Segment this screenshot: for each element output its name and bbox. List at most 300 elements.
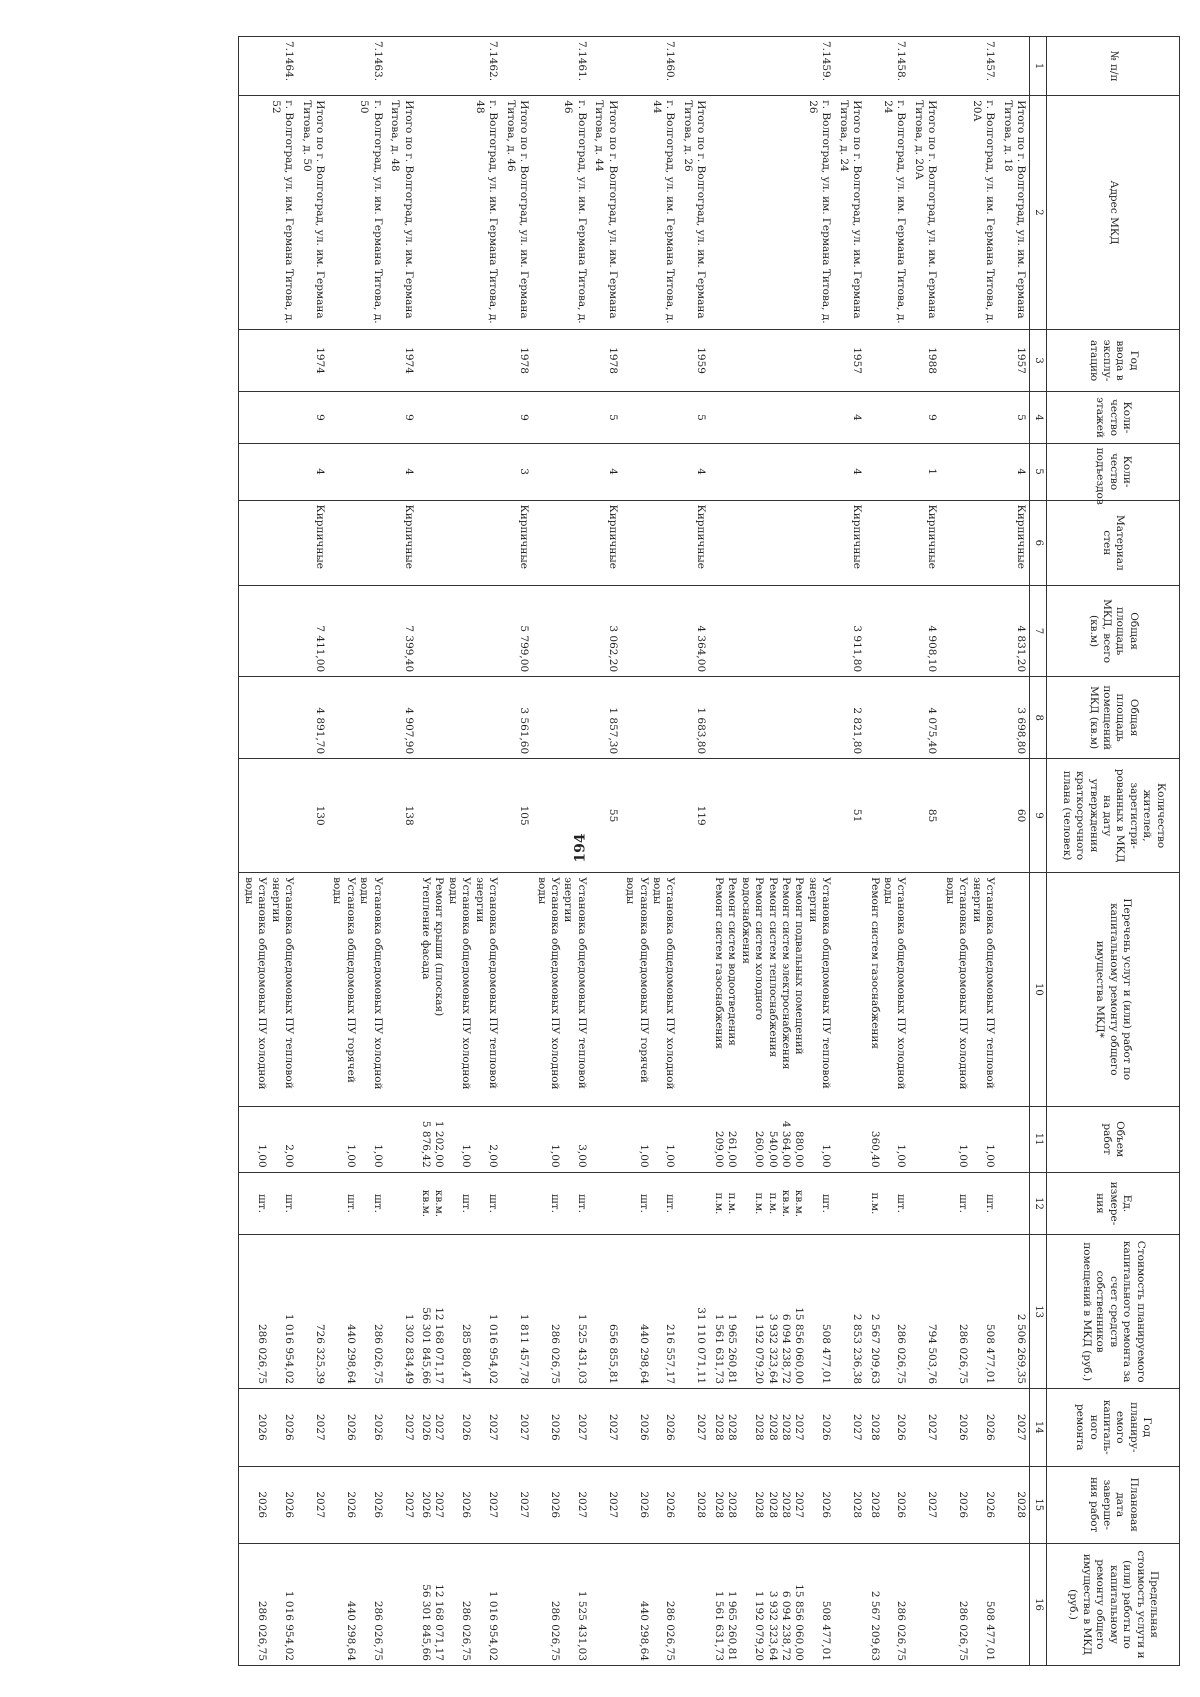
table-cell: 105 (501, 759, 532, 873)
table-cell: 4 (998, 443, 1029, 500)
table-cell: Установка общедомовых ПУ тепловой энергии Установка общедомовых ПУ холодной воды (532, 873, 590, 1107)
table-cell: Итого по г. Волгоград, ул. им. Германа Титова, д. 20А (910, 96, 941, 330)
table-cell (709, 677, 834, 759)
table-cell (297, 37, 328, 96)
header-row (1047, 37, 1180, 1666)
table-body (239, 37, 1030, 1666)
table-cell: 1978 (590, 329, 621, 392)
table-cell: шт. шт. (239, 1172, 297, 1235)
table-cell (709, 329, 834, 392)
table-cell: Итого по г. Волгоград, ул. им. Германа Титова, д. 18 (998, 96, 1029, 330)
table-cell (417, 443, 502, 500)
column-header: Плановая дата заверше- ния работ (1047, 1466, 1180, 1543)
table-cell: г. Волгоград, ул. им. Германа Титова, д. 50 (328, 96, 386, 330)
table-cell (865, 500, 909, 585)
table-cell: Установка общедомовых ПУ тепловой энергии Установка общедомовых ПУ холодной воды (940, 873, 998, 1107)
table-cell: 4 907,90 (386, 677, 417, 759)
table-cell (621, 500, 679, 585)
object-row (621, 37, 679, 1666)
table-cell (621, 392, 679, 443)
table-cell (590, 1106, 621, 1172)
table-cell: 1959 (679, 329, 710, 392)
column-number: 9 (1030, 759, 1047, 873)
column-number: 8 (1030, 677, 1047, 759)
table-cell (709, 500, 834, 585)
table-cell (834, 1172, 865, 1235)
table-cell: шт. шт. (328, 1172, 386, 1235)
table-cell: 2 506 269,35 (998, 1235, 1029, 1389)
table-cell: 2026 2028 (865, 1389, 909, 1466)
table-cell: 2026 2028 (865, 1466, 909, 1543)
table-cell: 119 (679, 759, 710, 873)
table-cell: 7.1462. (417, 37, 502, 96)
column-number: 15 (1030, 1466, 1047, 1543)
table-cell: 794 503,76 (910, 1235, 941, 1389)
table-cell (910, 873, 941, 1107)
table-cell: г. Волгоград, ул. им. Германа Титова, д. 44 (621, 96, 679, 330)
table-cell: Кирпичные (910, 500, 941, 585)
table-cell: 286 026,75 2 567 209,63 (865, 1235, 909, 1389)
table-cell (532, 759, 590, 873)
column-header: Адрес МКД (1047, 96, 1180, 330)
table-cell: 9 (910, 392, 941, 443)
table-cell (386, 1543, 417, 1665)
table-cell (679, 1172, 710, 1235)
table-cell (621, 759, 679, 873)
column-number: 7 (1030, 586, 1047, 677)
table-cell (501, 1543, 532, 1665)
table-cell: 3 (501, 443, 532, 500)
table-cell: 2,00 1,00 (239, 1106, 297, 1172)
table-cell: Итого по г. Волгоград, ул. им. Германа Титова, д. 48 (386, 96, 417, 330)
table-cell: 2027 2026 2027 2026 (417, 1389, 502, 1466)
table-cell: 508 477,01 15 856 060,00 6 094 238,72 3 932 323,64 1 192 079,20 1 965 260,81 1 561 631,73 (709, 1543, 834, 1665)
table-cell: 4 (297, 443, 328, 500)
table-cell (621, 586, 679, 677)
table-cell: 4 (834, 443, 865, 500)
table-cell: 60 (998, 759, 1029, 873)
table-cell: 1 016 954,02 285 880,47 12 168 071,17 56 301 845,66 (417, 1235, 502, 1389)
table-cell (940, 500, 998, 585)
table-cell (297, 873, 328, 1107)
table-cell: 3 911,80 (834, 586, 865, 677)
table-cell (328, 443, 386, 500)
table-cell: 4 (590, 443, 621, 500)
table-cell: 1 525 431,03 286 026,75 (532, 1543, 590, 1665)
column-header: Количество жителей, зарегистри- рованных в МКД на дату утверждения краткосрочного плана (человек) (1047, 759, 1180, 873)
table-cell: 2028 (834, 1466, 865, 1543)
table-cell: 2027 (590, 1466, 621, 1543)
table-cell: 55 (590, 759, 621, 873)
table-cell: 3,00 1,00 (532, 1106, 590, 1172)
page-number: 194 (572, 833, 589, 863)
table-cell (621, 443, 679, 500)
table-cell: г. Волгоград, ул. им. Германа Титова, д. 20А (940, 96, 998, 330)
table-cell: 7.1457. (940, 37, 998, 96)
column-number: 3 (1030, 329, 1047, 392)
table-cell: 2026 2026 (940, 1466, 998, 1543)
column-number: 4 (1030, 392, 1047, 443)
total-row (910, 37, 941, 1666)
table-cell: 2 821,80 (834, 677, 865, 759)
table-cell: 1,00 1,00 (621, 1106, 679, 1172)
table-cell (386, 1172, 417, 1235)
table-cell: 5 (590, 392, 621, 443)
table-cell: Кирпичные (679, 500, 710, 585)
table-cell: Установка общедомовых ПУ тепловой энергии Установка общедомовых ПУ холодной воды Ремонт крыши (плоская) Утепление фасада (417, 873, 502, 1107)
total-row (297, 37, 328, 1666)
table-cell: Итого по г. Волгоград, ул. им. Германа Титова, д. 46 (501, 96, 532, 330)
table-cell (910, 1543, 941, 1665)
table-cell: Установка общедомовых ПУ холодной воды Установка общедомовых ПУ горячей воды (328, 873, 386, 1107)
total-row (590, 37, 621, 1666)
table-cell: 7.1459. (709, 37, 834, 96)
column-number: 12 (1030, 1172, 1047, 1235)
table-cell (239, 329, 297, 392)
table-cell: шт. шт. (621, 1172, 679, 1235)
total-row (386, 37, 417, 1666)
table-cell: 1957 (834, 329, 865, 392)
table-cell: 3 698,80 (998, 677, 1029, 759)
column-number: 5 (1030, 443, 1047, 500)
object-row (940, 37, 998, 1666)
table-cell: 2027 (501, 1466, 532, 1543)
table-cell: 3 062,20 (590, 586, 621, 677)
column-header: № п/п (1047, 37, 1180, 96)
table-cell (532, 586, 590, 677)
table-cell: 1978 (501, 329, 532, 392)
table-cell (865, 329, 909, 392)
table-cell: 1988 (910, 329, 941, 392)
table-cell (386, 1106, 417, 1172)
table-cell (417, 500, 502, 585)
table-cell: Итого по г. Волгоград, ул. им. Германа Титова, д. 26 (679, 96, 710, 330)
table-cell: 2026 2026 (621, 1389, 679, 1466)
table-cell: 1974 (386, 329, 417, 392)
column-header: Год ввода в эксплу- атацию (1047, 329, 1180, 392)
table-cell: 2027 (386, 1466, 417, 1543)
table-cell: 508 477,01 286 026,75 (940, 1543, 998, 1665)
table-cell (679, 873, 710, 1107)
table-cell (998, 1543, 1029, 1665)
table-cell (834, 1106, 865, 1172)
table-cell: 3 561,60 (501, 677, 532, 759)
table-cell (910, 37, 941, 96)
table-cell (590, 1543, 621, 1665)
table-cell: 5 (679, 392, 710, 443)
table-cell: 2027 (297, 1466, 328, 1543)
table-cell: 2027 2026 2027 2026 (417, 1466, 502, 1543)
table-cell (239, 759, 297, 873)
rotated-table-container (52, 36, 1180, 1666)
table-cell (679, 1106, 710, 1172)
table-cell (532, 392, 590, 443)
table-cell: 1 302 834,49 (386, 1235, 417, 1389)
table-cell (417, 759, 502, 873)
table-cell (328, 677, 386, 759)
table-cell (998, 1172, 1029, 1235)
repair-plan-table (238, 36, 1180, 1666)
table-cell (865, 586, 909, 677)
table-cell: 1 016 954,02 286 026,75 (239, 1235, 297, 1389)
table-cell: 1 016 954,02 286 026,75 12 168 071,17 56 301 845,66 (417, 1543, 502, 1665)
table-cell (532, 329, 590, 392)
table-cell (940, 677, 998, 759)
table-cell (501, 1172, 532, 1235)
table-cell: г. Волгоград, ул. им. Германа Титова, д. 26 (709, 96, 834, 330)
table-cell: 2028 (998, 1466, 1029, 1543)
table-cell: 1 016 954,02 286 026,75 (239, 1543, 297, 1665)
table-cell: 5 (998, 392, 1029, 443)
table-cell: 4 (834, 392, 865, 443)
table-cell: 2027 2026 (532, 1389, 590, 1466)
table-cell: 9 (501, 392, 532, 443)
table-cell: 2027 (386, 1389, 417, 1466)
table-cell (328, 500, 386, 585)
column-number: 16 (1030, 1543, 1047, 1665)
table-cell: Установка общедомовых ПУ тепловой энергии Установка общедомовых ПУ холодной воды (239, 873, 297, 1107)
table-cell: 216 557,17 440 298,64 (621, 1235, 679, 1389)
total-row (834, 37, 865, 1666)
column-header: Стоимость планируемого капитального ремонта за счет средств собственников помещений в МКД (руб.) (1047, 1235, 1180, 1389)
table-cell: 7.1464. (239, 37, 297, 96)
table-cell: 138 (386, 759, 417, 873)
table-cell (865, 443, 909, 500)
table-cell: 31 110 071,11 (679, 1235, 710, 1389)
object-row (865, 37, 909, 1666)
table-cell (328, 759, 386, 873)
table-cell: г. Волгоград, ул. им. Германа Титова, д. 46 (532, 96, 590, 330)
table-cell (417, 329, 502, 392)
table-cell: 286 026,75 440 298,64 (621, 1543, 679, 1665)
table-cell (621, 329, 679, 392)
table-cell (834, 1543, 865, 1665)
column-header: Коли- чество подъездов (1047, 443, 1180, 500)
table-cell: 2027 (910, 1466, 941, 1543)
table-cell: 7 411,00 (297, 586, 328, 677)
table-cell: 1,00 1,00 (328, 1106, 386, 1172)
table-cell: 2027 (910, 1389, 941, 1466)
table-cell (297, 1106, 328, 1172)
column-header: Ед. измере- ния (1047, 1172, 1180, 1235)
table-cell (532, 677, 590, 759)
total-row (998, 37, 1029, 1666)
table-cell (239, 443, 297, 500)
table-cell: г. Волгоград, ул. им. Германа Титова, д. 48 (417, 96, 502, 330)
table-cell (709, 392, 834, 443)
table-cell (297, 1172, 328, 1235)
column-header: Перечень услуг и (или) работ по капитальному ремонту общего имущества МКД* (1047, 873, 1180, 1107)
table-cell: 508 477,01 286 026,75 (940, 1235, 998, 1389)
column-number: 1 (1030, 37, 1047, 96)
table-cell: Установка общедомовых ПУ тепловой энергии Ремонт подвальных помещений Ремонт систем электроснабжения Ремонт систем теплоснабжения Ремонт систем холодного водоснабжения Ремонт систем водоотведения Ремонт систем газоснабжения (709, 873, 834, 1107)
table-cell: 2027 (834, 1389, 865, 1466)
table-cell: 7.1463. (328, 37, 386, 96)
table-cell: 1,00 1,00 (940, 1106, 998, 1172)
table-cell: 51 (834, 759, 865, 873)
table-cell: 5 799,00 (501, 586, 532, 677)
column-header: Год планиру- емого капиталь- ного ремонта (1047, 1389, 1180, 1466)
table-cell (532, 443, 590, 500)
table-cell: 4 (386, 443, 417, 500)
table-cell (590, 1172, 621, 1235)
table-cell: 2026 2026 (328, 1466, 386, 1543)
table-cell: Установка общедомовых ПУ холодной воды Установка общедомовых ПУ горячей воды (621, 873, 679, 1107)
column-number: 13 (1030, 1235, 1047, 1389)
table-cell: Кирпичные (998, 500, 1029, 585)
table-cell: 2 853 236,38 (834, 1235, 865, 1389)
table-cell (834, 873, 865, 1107)
table-cell (328, 329, 386, 392)
table-cell (910, 1172, 941, 1235)
column-header: Объем работ (1047, 1106, 1180, 1172)
table-cell (834, 37, 865, 96)
table-cell: Кирпичные (590, 500, 621, 585)
table-cell: шт. п.м. (865, 1172, 909, 1235)
table-cell (910, 1106, 941, 1172)
table-cell: 508 477,01 15 856 060,00 6 094 238,72 3 932 323,64 1 192 079,20 1 965 260,81 1 561 631,73 (709, 1235, 834, 1389)
table-cell (940, 759, 998, 873)
table-cell: шт. шт. кв.м. кв.м. (417, 1172, 502, 1235)
table-cell: 1 811 457,78 (501, 1235, 532, 1389)
table-cell: г. Волгоград, ул. им. Германа Титова, д. 24 (865, 96, 909, 330)
table-cell: 2026 2027 2028 2028 2028 2028 2028 (709, 1389, 834, 1466)
table-cell: Установка общедомовых ПУ холодной воды Ремонт систем газоснабжения (865, 873, 909, 1107)
table-cell (417, 392, 502, 443)
table-cell: 2027 (590, 1389, 621, 1466)
table-cell (865, 392, 909, 443)
object-row (239, 37, 297, 1666)
table-cell: 9 (297, 392, 328, 443)
table-cell (417, 677, 502, 759)
table-cell: 85 (910, 759, 941, 873)
table-cell: шт. шт. (532, 1172, 590, 1235)
table-cell: 2027 2026 (532, 1466, 590, 1543)
table-cell: 1 683,80 (679, 677, 710, 759)
table-cell: 1974 (297, 329, 328, 392)
column-number: 11 (1030, 1106, 1047, 1172)
table-cell: 2,00 1,00 1 202,00 5 876,42 (417, 1106, 502, 1172)
table-cell: 4 364,00 (679, 586, 710, 677)
table-cell (998, 873, 1029, 1107)
column-header: Коли- чество этажей (1047, 392, 1180, 443)
table-cell: 2028 (679, 1466, 710, 1543)
table-cell (386, 873, 417, 1107)
table-cell: Кирпичные (386, 500, 417, 585)
table-cell: 9 (386, 392, 417, 443)
table-cell: 2027 (998, 1389, 1029, 1466)
table-cell (501, 873, 532, 1107)
table-cell (590, 37, 621, 96)
table-cell: Кирпичные (501, 500, 532, 585)
table-cell: 2026 2026 (328, 1389, 386, 1466)
table-cell (386, 37, 417, 96)
table-cell: 656 855,81 (590, 1235, 621, 1389)
table-cell: Итого по г. Волгоград, ул. им. Германа Титова, д. 44 (590, 96, 621, 330)
table-cell: шт. кв.м. кв.м. п.м. п.м. п.м. п.м. (709, 1172, 834, 1235)
table-cell (417, 586, 502, 677)
object-row (417, 37, 502, 1666)
table-cell (865, 677, 909, 759)
table-cell: 1 857,30 (590, 677, 621, 759)
table-cell (679, 37, 710, 96)
table-cell (998, 1106, 1029, 1172)
table-cell: 1 525 431,03 286 026,75 (532, 1235, 590, 1389)
table-cell: 1957 (998, 329, 1029, 392)
table-cell (709, 586, 834, 677)
table-cell: 1,00 880,00 4 364,00 540,00 260,00 261,00 209,00 (709, 1106, 834, 1172)
table-cell (239, 500, 297, 585)
table-cell (239, 586, 297, 677)
table-cell (239, 677, 297, 759)
table-cell: 7.1461. (532, 37, 590, 96)
table-cell: 2026 2026 (621, 1466, 679, 1543)
table-cell (297, 1543, 328, 1665)
table-cell (940, 586, 998, 677)
table-cell: 7.1458. (865, 37, 909, 96)
table-cell: 286 026,75 2 567 209,63 (865, 1543, 909, 1665)
table-cell: 7 399,40 (386, 586, 417, 677)
table-cell (501, 37, 532, 96)
table-cell: 4 (679, 443, 710, 500)
table-cell: 2026 2026 (239, 1466, 297, 1543)
table-cell (998, 37, 1029, 96)
table-cell: шт. шт. (940, 1172, 998, 1235)
table-cell: 1 (910, 443, 941, 500)
table-cell: 2027 (679, 1389, 710, 1466)
table-cell: г. Волгоград, ул. им. Германа Титова, д. 52 (239, 96, 297, 330)
object-row (709, 37, 834, 1666)
table-cell: Кирпичные (297, 500, 328, 585)
table-cell: 286 026,75 440 298,64 (328, 1235, 386, 1389)
table-cell (865, 759, 909, 873)
table-cell: 2027 (297, 1389, 328, 1466)
table-cell (501, 1106, 532, 1172)
total-row (501, 37, 532, 1666)
column-header: Предельная стоимость услуги и (или) работы по капитальному ремонту общего имущества в МКД (руб.) (1047, 1543, 1180, 1665)
table-cell: Итого по г. Волгоград, ул. им. Германа Титова, д. 50 (297, 96, 328, 330)
table-cell: 130 (297, 759, 328, 873)
column-number: 10 (1030, 873, 1047, 1107)
table-cell: 4 891,70 (297, 677, 328, 759)
table-cell: 726 325,39 (297, 1235, 328, 1389)
table-cell: 2026 2026 (940, 1389, 998, 1466)
column-number: 14 (1030, 1389, 1047, 1466)
table-cell: 2026 2027 2028 2028 2028 2028 2028 (709, 1466, 834, 1543)
column-number: 6 (1030, 500, 1047, 585)
column-number: 2 (1030, 96, 1047, 330)
column-header: Общая площадь МКД, всего (кв.м) (1047, 586, 1180, 677)
column-header: Материал стен (1047, 500, 1180, 585)
table-cell (532, 500, 590, 585)
table-cell (940, 329, 998, 392)
column-number-row (1030, 37, 1047, 1666)
table-cell: 1,00 360,40 (865, 1106, 909, 1172)
table-cell: 4 908,10 (910, 586, 941, 677)
table-cell: Кирпичные (834, 500, 865, 585)
table-cell (709, 759, 834, 873)
table-cell (328, 392, 386, 443)
table-cell: 286 026,75 440 298,64 (328, 1543, 386, 1665)
table-cell (328, 586, 386, 677)
table-cell (940, 443, 998, 500)
table-cell (621, 677, 679, 759)
table-cell (940, 392, 998, 443)
table-cell (239, 392, 297, 443)
table-cell: 2026 2026 (239, 1389, 297, 1466)
table-cell: 7.1460. (621, 37, 679, 96)
table-cell (679, 1543, 710, 1665)
